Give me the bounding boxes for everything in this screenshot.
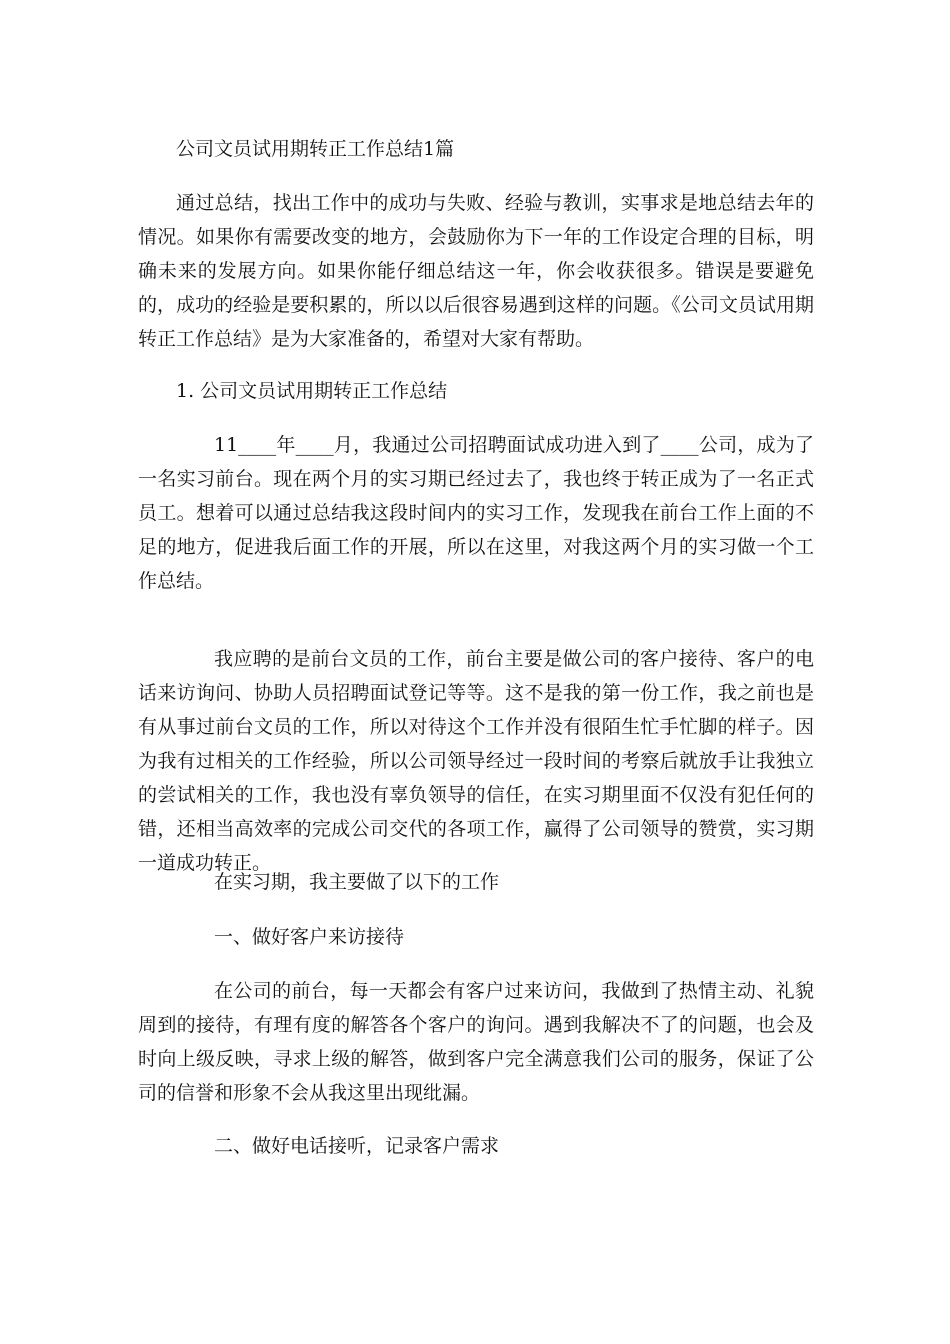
- subheading-two: 二、做好电话接听，记录客户需求: [214, 1135, 500, 1157]
- paragraph-1: 11____年____月，我通过公司招聘面试成功进入到了____公司，成为了一名实习前台。现在两个月的实习期已经过去了，我也终于转正成为了一名正式员工。想着可以通过总结我这段时间内的实习工作，发现我在前台工作上面的不足的地方，促进我后面工作的开展，所以在这里，对我这两个月的实习做一个工作总结。: [138, 434, 814, 592]
- paragraph-4: 在公司的前台，每一天都会有客户过来访问，我做到了热情主动、礼貌周到的接待，有理有度的解答各个客户的询问。遇到我解决不了的问题，也会及时向上级反映，寻求上级的解答，做到客户完全满意我们公司的服务，保证了公司的信誉和形象不会从我这里出现纰漏。: [138, 980, 814, 1104]
- document-title: 公司文员试用期转正工作总结1篇: [176, 138, 455, 160]
- subheading-one: 一、做好客户来访接待: [214, 926, 405, 948]
- paragraph-3: 在实习期，我主要做了以下的工作: [214, 871, 500, 893]
- paragraph-2: 我应聘的是前台文员的工作，前台主要是做公司的客户接待、客户的电话来访询问、协助人员招聘面试登记等等。这不是我的第一份工作，我之前也是有从事过前台文员的工作，所以对待这个工作并没有很陌生忙手忙脚的样子。因为我有过相关的工作经验，所以公司领导经过一段时间的考察后就放手让我独立的尝试相关的工作，我也没有辜负领导的信任，在实习期里面不仅没有犯任何的错，还相当高效率的完成公司交代的各项工作，赢得了公司领导的赞赏，实习期一道成功转正。: [138, 648, 814, 874]
- intro-paragraph: 通过总结，找出工作中的成功与失败、经验与教训，实事求是地总结去年的情况。如果你有需要改变的地方，会鼓励你为下一年的工作设定合理的目标，明确未来的发展方向。如果你能仔细总结这一年，你会收获很多。错误是要避免的，成功的经验是要积累的，所以以后很容易遇到这样的问题。《公司文员试用期转正工作总结》是为大家准备的，希望对大家有帮助。: [138, 192, 814, 350]
- section-heading-1: 1. 公司文员试用期转正工作总结: [176, 380, 448, 402]
